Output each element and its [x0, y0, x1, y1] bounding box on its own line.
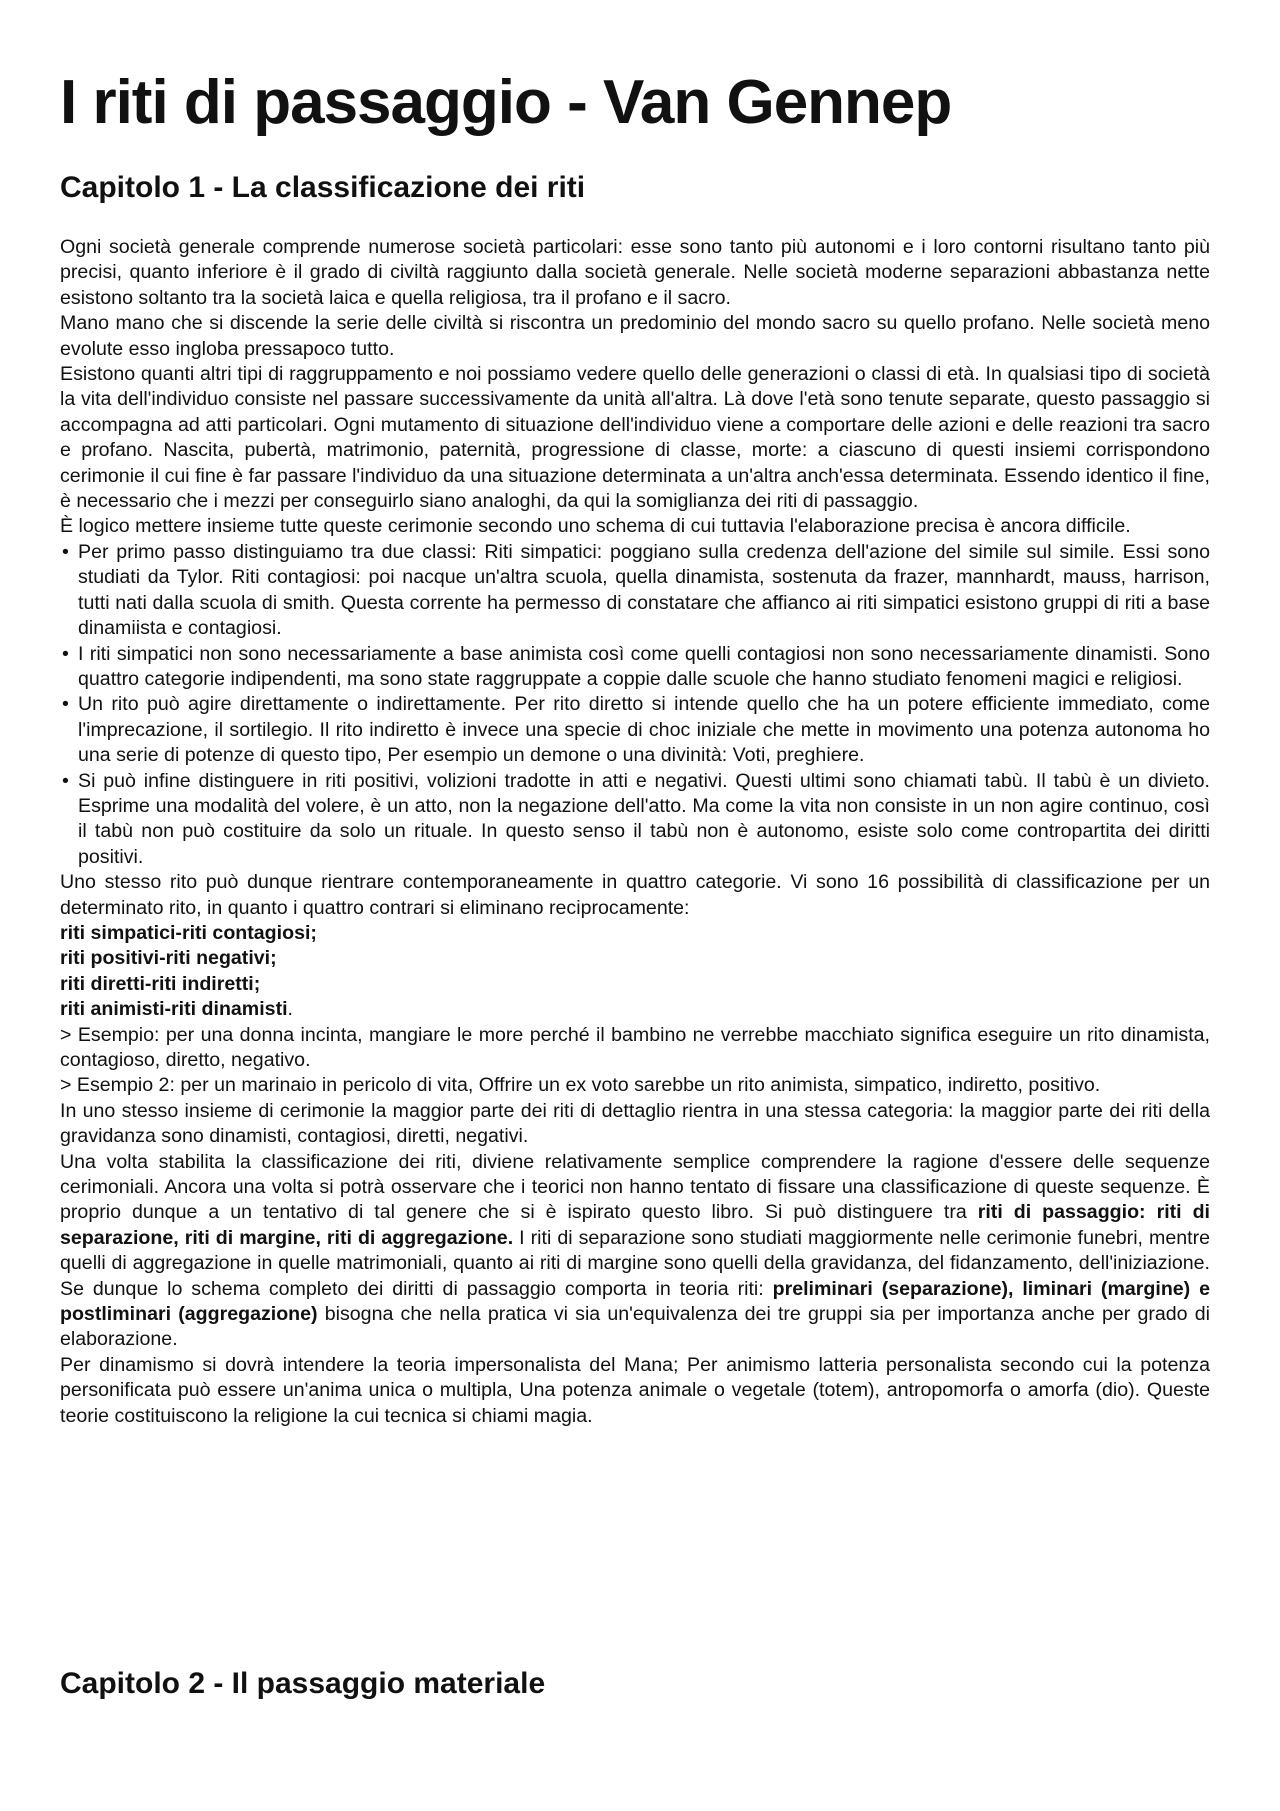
- paragraph: È logico mettere insieme tutte queste cerimonie secondo uno schema di cui tuttavia l'elaborazione precisa è ancora difficile.: [60, 515, 1131, 538]
- example-2: > Esempio 2: per un marinaio in pericolo di vita, Offrire un ex voto sarebbe un rito animista, simpatico, indiretto, positivo.: [60, 1074, 1101, 1097]
- paragraph: Mano mano che si discende la serie delle civiltà si riscontra un predominio del mondo sacro su quello profano. Nelle società meno evolute esso ingloba pressapoco tutto.: [60, 312, 1210, 360]
- rite-pair: riti diretti-riti indiretti;: [60, 972, 261, 995]
- bold-run: preliminari (separazione), liminari (margine) e postliminari (aggregazione): [60, 1277, 1211, 1326]
- paragraph: Per dinamismo si dovrà intendere la teoria impersonalista del Mana; Per animismo latteria personalista secondo cui la potenza personificata può essere un'anima unica o multipla, Una potenza animale o vegetale (totem), antropomorfa o amorfa (dio). Queste teorie costituiscono la religione la cui tecnica si chiami magia.: [60, 1353, 1210, 1427]
- chapter-1-heading: Capitolo 1 - La classificazione dei riti: [60, 171, 586, 204]
- paragraph: [60, 1150, 1210, 1353]
- rite-pair: riti animisti-riti dinamisti: [60, 998, 288, 1021]
- bullet-item: • Per primo passo distinguiamo tra due classi: Riti simpatici: poggiano sulla credenza dell'azione del simile sul simile. Essi sono studiati da Tylor. Riti contagiosi: poi nacque un'altra scuola, quella dinamista, sostenuta da frazer, mannhardt, mauss, harrison, tutti nati dalla scuola di smith. Questa corrente ha permesso di constatare che affianco ai riti simpatici esistono gruppi di riti a base dinamiista e contagiosi.: [60, 540, 1210, 642]
- text-run: I riti di separazione sono studiati maggiormente nelle cerimonie funebri, mentre quelli di aggregazione in quelle matrimoniali, quanto ai riti di margine sono quelli della gravidanza, del fidanzamento, dell'iniziazione. Se dunque lo schema completo dei diritti di passaggio comporta in teoria riti:: [60, 1226, 1210, 1300]
- bullet-item: • Si può infine distinguere in riti positivi, volizioni tradotte in atti e negativi. Questi ultimi sono chiamati tabù. Il tabù è un divieto. Esprime una modalità del volere, è un atto, non la negazione dell'atto. Ma come la vita non consiste in un non agire continuo, così il tabù non può costituire da solo un rituale. In questo senso il tabù non è autonomo, esiste solo come contropartita dei diritti positivi.: [60, 769, 1210, 871]
- bullet-item: • I riti simpatici non sono necessariamente a base animista così come quelli contagiosi non sono necessariamente dinamisti. Sono quattro categorie indipendenti, ma sono state raggruppate a coppie dalle scuole che hanno studiato fenomeni magici e religiosi.: [60, 642, 1210, 693]
- rite-pair: riti simpatici-riti contagiosi;: [60, 921, 317, 944]
- text-run: Una volta stabilita la classificazione dei riti, diviene relativamente semplice comprendere la ragione d'essere delle sequenze cerimoniali. Ancora una volta si potrà osservare che i teorici non hanno tentato di fissare una classificazione di queste sequenze. È proprio dunque a un tentativo di tal genere che si è ispirato questo libro. Si può distinguere tra: [60, 1150, 1210, 1224]
- bold-run: riti di passaggio: riti di separazione, riti di margine, riti di aggregazione.: [60, 1201, 1211, 1249]
- paragraph: Esistono quanti altri tipi di raggruppamento e noi possiamo vedere quello delle generazioni o classi di età. In qualsiasi tipo di società la vita dell'individuo consiste nel passare successivamente da unità all'altra. Là dove l'età sono tenute separate, questo passaggio si accompagna ad atti particolari. Ogni mutamento di situazione dell'individuo viene a comportare delle azioni e delle reazioni tra sacro e profano. Nascita, pubertà, matrimonio, paternità, progressione di classe, morte: a ciascuno di questi insiemi corrispondono cerimonie il cui fine è far passare l'individuo da una situazione determinata a un'altra anch'essa determinata. Essendo identico il fine, è necessario che i mezzi per conseguirlo siano analoghi, da qui la somiglianza dei riti di passaggio.: [60, 363, 1210, 513]
- pair-line: [60, 946, 1210, 971]
- chapter-1-body: [60, 235, 1210, 1429]
- paragraph: Uno stesso rito può dunque rientrare contemporaneamente in quattro categorie. Vi sono 16 possibilità di classificazione per un determinato rito, in quanto i quattro contrari si eliminano reciprocamente:: [60, 871, 1210, 919]
- chapter-2-heading: Capitolo 2 - Il passaggio materiale: [60, 1667, 546, 1700]
- document-title: I riti di passaggio - Van Gennep: [60, 68, 952, 137]
- paragraph: Ogni società generale comprende numerose società particolari: esse sono tanto più autonomi e i loro contorni risultano tanto più precisi, quanto inferiore è il grado di civiltà raggiunto dalla società generale. Nelle società moderne separazioni abbastanza nette esistono soltanto tra la società laica e quella religiosa, tra il profano e il sacro.: [60, 236, 1210, 309]
- paragraph: In uno stesso insieme di cerimonie la maggior parte dei riti di dettaglio rientra in una stessa categoria: la maggior parte dei riti della gravidanza sono dinamisti, contagiosi, diretti, negativi.: [60, 1099, 1210, 1148]
- pair-line: [60, 921, 1210, 946]
- pair-line: [60, 997, 1210, 1022]
- rite-pair: riti positivi-riti negativi;: [60, 947, 277, 970]
- text-run: bisogna che nella pratica vi sia un'equivalenza dei tre gruppi sia per importanza anche per grado di elaborazione.: [60, 1303, 1210, 1351]
- pair-line: [60, 972, 1210, 997]
- pair-period: .: [287, 998, 293, 1021]
- bullet-list: [60, 540, 1210, 870]
- example-1: > Esempio: per una donna incinta, mangiare le more perché il bambino ne verrebbe macchiato significa eseguire un rito dinamista, contagioso, diretto, negativo.: [60, 1023, 1210, 1071]
- bullet-item: • Un rito può agire direttamente o indirettamente. Per rito diretto si intende quello che ha un potere efficiente immediato, come l'imprecazione, il sortilegio. Il rito indiretto è invece una specie di choc iniziale che mette in movimento una potenza autonoma ho una serie di potenze di questo tipo, Per esempio un demone o una divinità: Voti, preghiere.: [60, 692, 1210, 768]
